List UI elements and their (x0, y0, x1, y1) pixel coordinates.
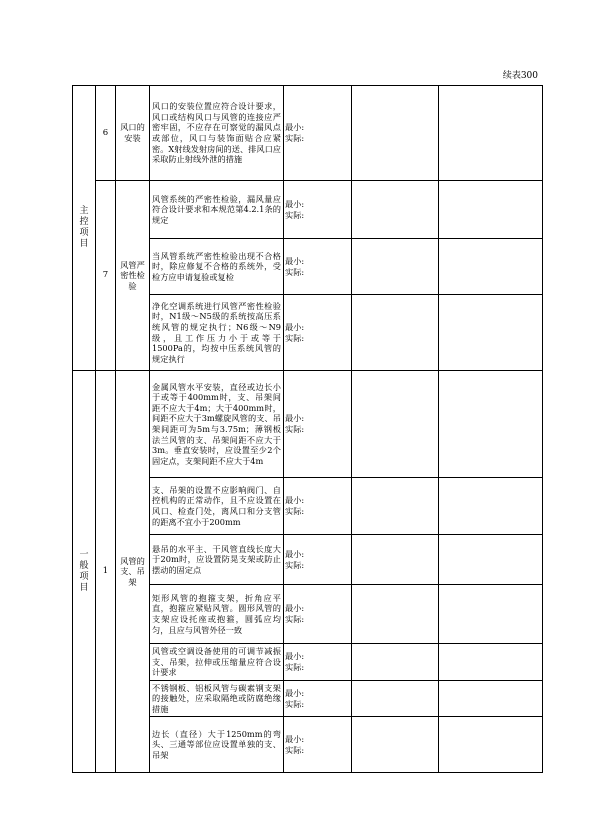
result-cell[interactable] (439, 681, 543, 717)
table-row (73, 86, 543, 181)
requirement-text: 当风管系统严密性检验出现不合格时，除应修复不合格的系统外，受检方应申请复验或复检 (150, 239, 284, 295)
min-label: 最小: (285, 603, 305, 613)
requirement-text: 边长（直径）大于1250mm的弯头、三通等部位应设置单独的支、吊架 (150, 717, 284, 773)
item-number: 7 (96, 181, 116, 371)
actual-label: 实际: (285, 133, 305, 143)
actual-label: 实际: (285, 744, 305, 755)
requirement-text: 风管或空调设备使用的可调节减振支、吊架，拉伸或压缩量应符合设计要求 (150, 644, 284, 681)
result-cell[interactable] (439, 585, 543, 644)
category-label: 一般项目 (79, 549, 89, 593)
actual-label: 实际: (285, 424, 305, 434)
category-label: 主控项目 (79, 206, 89, 249)
actual-label: 实际: (285, 506, 305, 516)
requirement-text: 支、吊架的设置不应影响阀门、自控机构的正常动作，且不应设置在风口、检查门处，离风口和分支管的距离不宜小于200mm (150, 478, 284, 535)
check-cell[interactable] (352, 239, 439, 295)
inspection-table (72, 85, 543, 773)
min-actual-cell (284, 681, 352, 717)
item-number: 6 (96, 86, 116, 181)
table-row (73, 181, 543, 239)
check-cell[interactable] (352, 371, 439, 478)
min-actual-cell (284, 181, 352, 239)
actual-label: 实际: (285, 662, 305, 672)
actual-label: 实际: (285, 559, 305, 570)
item-name: 风口的安装 (116, 86, 150, 181)
min-actual-cell (284, 371, 352, 478)
min-actual-cell (284, 535, 352, 585)
category-cell (73, 86, 96, 371)
min-label: 最小: (285, 651, 305, 661)
check-cell[interactable] (352, 717, 439, 773)
check-cell[interactable] (352, 86, 439, 181)
requirement-text: 矩形风管的抱箍支架，折角应平直，抱箍应紧贴风管。圆形风管的支架应设托座或抱箍，圆弧应均匀，且应与风管外径一致 (150, 585, 284, 644)
min-actual-cell (284, 717, 352, 773)
item-number: 1 (96, 371, 116, 773)
min-label: 最小: (285, 413, 305, 423)
result-cell[interactable] (439, 86, 543, 181)
item-name: 风管的支、吊架 (116, 371, 150, 773)
actual-label: 实际: (285, 614, 305, 624)
min-label: 最小: (285, 255, 305, 266)
table-row (73, 371, 543, 478)
requirement-text: 净化空调系统进行风管严密性检验时，N1级～N5级的系统按高压系统风管的规定执行；N6级～N9级，且工作压力小于或等于1500Pa的，均按中压系统风管的规定执行 (150, 295, 284, 371)
check-cell[interactable] (352, 585, 439, 644)
min-label: 最小: (285, 198, 305, 209)
min-label: 最小: (285, 321, 305, 332)
min-actual-cell (284, 86, 352, 181)
item-name: 风管严密性检验 (116, 181, 150, 371)
result-cell[interactable] (439, 478, 543, 535)
requirement-text: 风管系统的严密性检验，漏风量应符合设计要求和本规范第4.2.1条的规定 (150, 181, 284, 239)
min-actual-cell (284, 239, 352, 295)
min-label: 最小: (285, 495, 305, 505)
result-cell[interactable] (439, 717, 543, 773)
check-cell[interactable] (352, 535, 439, 585)
requirement-text: 风口的安装位置应符合设计要求，风口或结构风口与风管的连接应严密牢固，不应存在可察觉的漏风点或部位，风口与装饰面贴合应紧密。X射线发射房间的送、排风口应采取防止射线外泄的措施 (150, 86, 284, 181)
check-cell[interactable] (352, 181, 439, 239)
actual-label: 实际: (285, 332, 305, 343)
min-label: 最小: (285, 548, 305, 559)
check-cell[interactable] (352, 295, 439, 371)
result-cell[interactable] (439, 644, 543, 681)
requirement-text: 悬吊的水平主、干风管直线长度大于20m时，应设置防晃支架或防止摆动的固定点 (150, 535, 284, 585)
result-cell[interactable] (439, 239, 543, 295)
check-cell[interactable] (352, 644, 439, 681)
actual-label: 实际: (285, 209, 305, 220)
result-cell[interactable] (439, 371, 543, 478)
result-cell[interactable] (439, 181, 543, 239)
actual-label: 实际: (285, 698, 305, 709)
category-cell (73, 371, 96, 773)
min-label: 最小: (285, 687, 305, 698)
requirement-text: 金属风管水平安装，直径或边长小于或等于400mm时，支、吊架间距不应大于4m；大于400mm时，间距不应大于3m螺旋风管的支、吊架间距可为5m与3.75m；薄钢板法兰风管的支、吊架间距不应大于3m。垂直安装时，应设置至少2个固定点，支架间距不应大于4m (150, 371, 284, 478)
min-label: 最小: (285, 122, 305, 132)
result-cell[interactable] (439, 535, 543, 585)
check-cell[interactable] (352, 478, 439, 535)
min-actual-cell (284, 295, 352, 371)
min-actual-cell (284, 644, 352, 681)
result-cell[interactable] (439, 295, 543, 371)
min-label: 最小: (285, 733, 305, 744)
requirement-text: 不锈钢板、铝板风管与碳素钢支架的接触处，应采取隔绝或防腐绝缘措施 (150, 681, 284, 717)
min-actual-cell (284, 585, 352, 644)
min-actual-cell (284, 478, 352, 535)
check-cell[interactable] (352, 681, 439, 717)
continuation-label: 续表300 (502, 71, 538, 81)
actual-label: 实际: (285, 266, 305, 277)
